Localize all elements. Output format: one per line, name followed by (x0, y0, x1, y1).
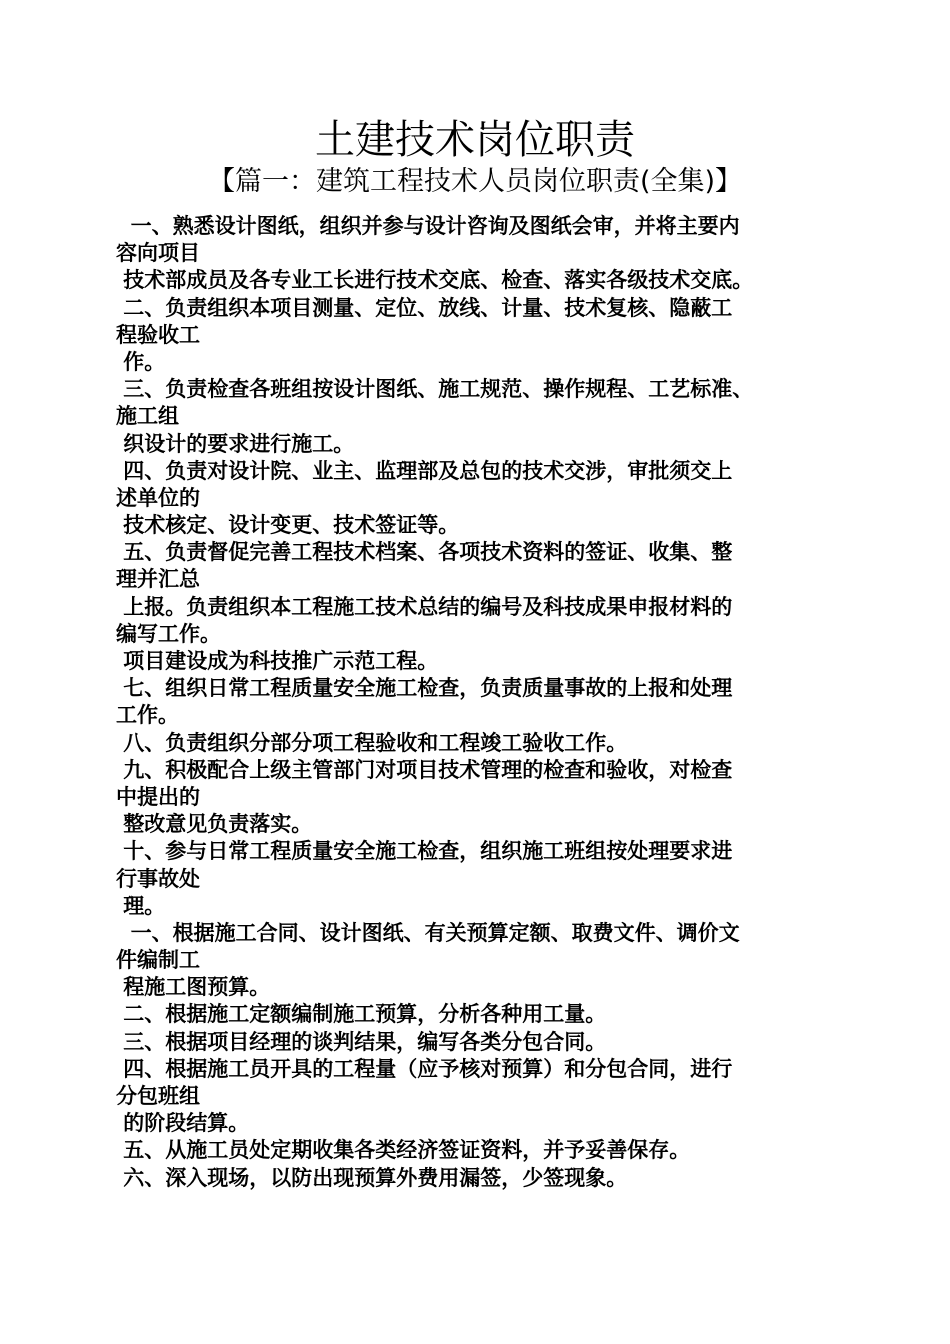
text-line: 施工组 (116, 404, 179, 429)
text-line: 的阶段结算。 (116, 1111, 250, 1136)
text-line: 程验收工 (116, 322, 200, 347)
text-line: 八、负责组织分部分项工程验收和工程竣工验收工作。 (116, 730, 628, 755)
text-line: 一、根据施工合同、设计图纸、有关预算定额、取费文件、调价文 (116, 920, 740, 945)
document-body (116, 213, 836, 1192)
text-line: 作。 (116, 349, 166, 374)
text-line: 项目建设成为科技推广示范工程。 (116, 649, 439, 673)
text-line: 理。 (116, 893, 166, 918)
text-line: 织设计的要求进行施工。 (116, 431, 355, 456)
text-line: 理并汇总 (116, 567, 200, 592)
text-line: 编写工作。 (116, 621, 221, 646)
text-line: 四、负责对设计院、业主、监理部及总包的技术交涉，审批须交上 (116, 458, 733, 483)
text-line: 四、根据施工员开具的工程量（应予核对预算）和分包合同，进行 (116, 1056, 733, 1081)
text-line: 中提出的 (116, 784, 200, 809)
text-line: 程施工图预算。 (116, 975, 271, 1000)
text-line: 二、负责组织本项目测量、定位、放线、计量、技术复核、隐蔽工 (116, 295, 733, 320)
text-line: 十、参与日常工程质量安全施工检查，组织施工班组按处理要求进 (116, 839, 733, 864)
text-line: 七、组织日常工程质量安全施工检查，负责质量事故的上报和处理 (116, 676, 733, 701)
text-line: 整改意见负责落实。 (116, 812, 313, 837)
text-line: 五、负责督促完善工程技术档案、各项技术资料的签证、收集、整 (116, 540, 733, 565)
text-line: 工作。 (116, 703, 179, 728)
text-line: 分包班组 (116, 1084, 200, 1108)
text-line: 六、深入现场，以防出现预算外费用漏签，少签现象。 (116, 1165, 628, 1190)
text-line: 述单位的 (116, 485, 200, 510)
text-line: 三、负责检查各班组按设计图纸、施工规范、操作规程、工艺标准、 (116, 377, 754, 402)
text-line: 件编制工 (116, 948, 200, 973)
text-line: 上报。负责组织本工程施工技术总结的编号及科技成果申报材料的 (116, 594, 733, 619)
text-line: 三、根据项目经理的谈判结果，编写各类分包合同。 (116, 1029, 607, 1054)
text-line: 技术部成员及各专业工长进行技术交底、检查、落实各级技术交底。 (116, 268, 754, 293)
document-title: 土建技术岗位职责 (315, 117, 635, 163)
text-line: 五、从施工员处定期收集各类经济签证资料，并予妥善保存。 (116, 1138, 691, 1163)
text-line: 一、熟悉设计图纸，组织并参与设计咨询及图纸会审，并将主要内 (116, 214, 740, 238)
text-line: 二、根据施工定额编制施工预算，分析各种用工量。 (116, 1002, 607, 1027)
text-line: 行事故处 (116, 866, 200, 891)
document-subtitle: 【篇一：建筑工程技术人员岗位职责(全集)】 (207, 166, 743, 197)
text-line: 九、积极配合上级主管部门对项目技术管理的检查和验收，对检查 (116, 757, 733, 782)
text-line: 技术核定、设计变更、技术签证等。 (116, 513, 460, 538)
text-line: 容向项目 (116, 241, 200, 266)
